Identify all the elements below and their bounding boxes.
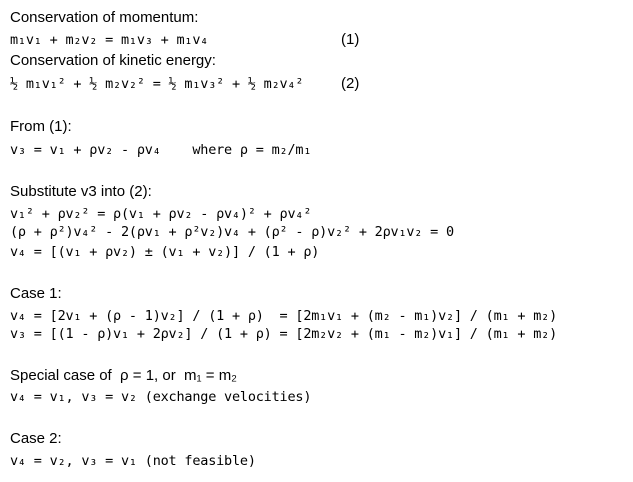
equation-number-2: (2): [341, 75, 360, 92]
equation-quadratic: (ρ + ρ²)v₄² - 2(ρv₁ + ρ²v₂)v₄ + (ρ² - ρ)v₂² + 2ρv₁v₂ = 0: [10, 224, 454, 240]
equation-momentum: m₁v₁ + m₂v₂ = m₁v₃ + m₁v₄: [10, 32, 209, 48]
equation-case1-v3: v₃ = [(1 - ρ)v₁ + 2ρv₂] / (1 + ρ) = [2m₂v₂ + (m₁ - m₂)v₁] / (m₁ + m₂): [10, 326, 558, 342]
equation-substituted: v₁² + ρv₂² = ρ(v₁ + ρv₂ - ρv₄)² + ρv₄²: [10, 206, 312, 222]
heading-case-1: Case 1:: [10, 285, 62, 302]
equation-case1-v4: v₄ = [2v₁ + (ρ - 1)v₂] / (1 + ρ) = [2m₁v₁ + (m₂ - m₁)v₂] / (m₁ + m₂): [10, 308, 558, 324]
equation-v3-definition: v₃ = v₁ + ρv₂ - ρv₄ where ρ = m₂/m₁: [10, 142, 312, 158]
heading-conservation-kinetic-energy: Conservation of kinetic energy:: [10, 52, 216, 69]
equation-case2: v₄ = v₂, v₃ = v₁ (not feasible): [10, 453, 256, 469]
heading-special-case: Special case of ρ = 1, or m₁ = m₂: [10, 367, 238, 384]
heading-case-2: Case 2:: [10, 430, 62, 447]
equation-kinetic-energy: ½ m₁v₁² + ½ m₂v₂² = ½ m₁v₃² + ½ m₂v₄²: [10, 76, 304, 92]
heading-substitute: Substitute v3 into (2):: [10, 183, 152, 200]
equation-special-case: v₄ = v₁, v₃ = v₂ (exchange velocities): [10, 389, 312, 405]
heading-from-1: From (1):: [10, 118, 72, 135]
equation-number-1: (1): [341, 31, 360, 48]
equation-v4-general: v₄ = [(v₁ + ρv₂) ± (v₁ + v₂)] / (1 + ρ): [10, 244, 320, 260]
heading-conservation-momentum: Conservation of momentum:: [10, 9, 199, 26]
